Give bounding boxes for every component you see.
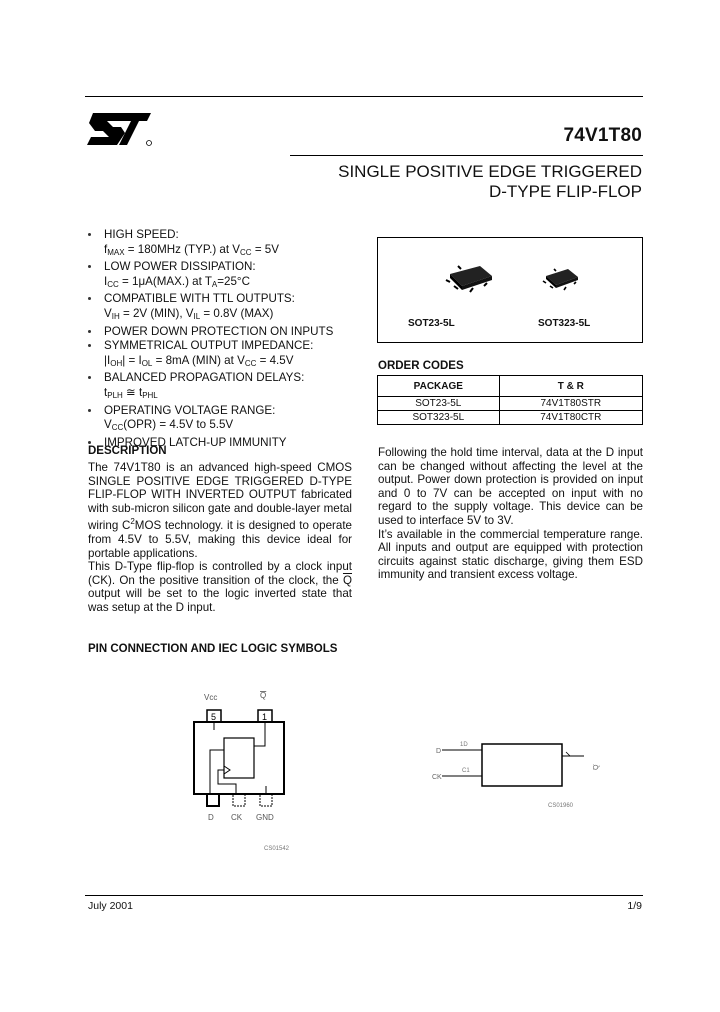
subscript: CC [107,279,119,289]
description-paragraph-3: Following the hold time interval, data at the D input can be changed without affecting the level at the output. Power down protection is provided on input and 0 to 7V can be accepted on input with no regard to the supply voltage. This device can be used to interface 5V to 3V. [378,446,643,527]
feature-heading: COMPATIBLE WITH TTL OUTPUTS: [104,292,295,306]
pin-connection-diagram [180,680,640,860]
table-row [378,411,643,425]
d-pin-label: D [208,813,214,822]
diagram-code-2: CS01960 [548,803,574,809]
title-line-2: D-TYPE FLIP-FLOP [488,182,642,201]
text-span: = 1μA(MAX.) at T [118,274,212,288]
subscript: MAX [107,247,125,257]
inversion-flag-icon [566,752,570,756]
document-title [338,162,642,202]
sot23-chip-icon [440,260,500,300]
sot323-chip-icon [538,264,588,298]
table-row [378,397,643,411]
feature-heading: LOW POWER DISSIPATION: [104,260,256,274]
superscript: 2 [130,517,135,527]
text-span: = 2V (MIN), V [119,306,194,320]
text-span: MOS technology. it is designed to operate from 4.5V to 5.5V, making this device ideal for portable applications. [88,519,352,560]
pin-1-number: 1 [262,712,268,722]
feature-item [88,404,363,436]
text-span: The 74V1T80 is an advanced high-speed CMOS SINGLE POSITIVE EDGE TRIGGERED D-TYPE FLIP-FLOP WITH INVERTED OUTPUT fabricated with sub-micron silicon gate and double-layer metal wiring C [88,461,352,533]
text-span: f [104,242,108,256]
diagram-code-1: CS01542 [264,846,290,852]
pin-3-box [233,794,245,806]
text-span: I [104,274,108,288]
table-header-row [378,376,643,397]
subscript: CC [111,423,124,433]
subscript: CC [240,247,252,257]
order-codes-table [377,375,643,425]
st-logo [85,105,155,150]
iec-input-1-label: 1D [460,742,468,748]
qbar-label: Q [260,691,267,700]
text-span: = 4.5V [256,353,294,367]
table-cell: 74V1T80CTR [499,411,642,425]
table-cell: 74V1T80STR [499,397,642,411]
iec-ck-label: CK [432,774,442,781]
iec-q-label: Q [593,764,600,770]
bullet-icon [88,265,91,268]
feature-heading: BALANCED PROPAGATION DELAYS: [104,371,305,385]
feature-item [88,325,363,340]
subscript: PLH [107,390,123,400]
ck-input-wire [218,770,236,794]
bullet-icon [88,409,91,412]
package-label-sot323: SOT323-5L [538,318,591,329]
text-span: ≅ t [122,385,143,399]
clock-triangle-icon [224,766,230,774]
text-span: (OPR) = 4.5V to 5.5V [123,418,234,432]
column-header-tr: T & R [499,376,642,397]
description-paragraph-4: It’s available in the commercial temperature range. All inputs and output are equipped with protection circuits against static discharge, giving them ESD immunity and transient excess voltage. [378,527,643,582]
feature-item [88,339,363,371]
feature-detail [104,418,363,436]
feature-item [88,292,363,324]
vcc-label: Vcc [204,693,218,702]
feature-detail [104,275,363,293]
feature-detail [104,386,363,404]
order-codes-title: ORDER CODES [378,360,464,372]
feature-detail [104,307,363,325]
subscript: IL [193,311,201,321]
feature-heading: IMPROVED LATCH-UP IMMUNITY [104,435,287,449]
pin-4-box [260,794,272,806]
bullet-icon [88,344,91,347]
iec-block [482,744,562,786]
subscript: PHL [142,390,158,400]
footer-rule [85,895,643,896]
description-title: DESCRIPTION [88,445,167,457]
description-right-column [378,446,643,582]
subscript: CC [244,358,257,368]
text-span: V [104,418,112,432]
feature-item [88,228,363,260]
feature-item [88,260,363,292]
text-span: V [104,306,112,320]
subscript: A [211,279,218,289]
feature-heading: POWER DOWN PROTECTION ON INPUTS [104,324,334,338]
part-number: 74V1T80 [563,125,642,146]
text-span: =25°C [217,274,250,288]
pin-5-number: 5 [211,712,217,722]
text-span: This D-Type flip-flop is controlled by a clock input (CK). On the positive transition of the clock, the [88,560,352,587]
title-rule [290,155,643,156]
text-span: output will be set to the logic inverted state that was setup at the D input. [88,587,352,614]
feature-item [88,371,363,403]
text-span: |I [104,353,111,367]
package-box [377,237,643,343]
gnd-pin-label: GND [256,813,274,822]
footer-date: July 2001 [88,900,133,912]
bullet-icon [88,376,91,379]
feature-detail [104,354,363,372]
text-span: = 5V [251,242,279,256]
footer-page-number: 1/9 [627,900,642,912]
text-span: t [104,385,108,399]
text-span: | = I [122,353,142,367]
top-rule [85,96,643,97]
package-body [194,722,284,794]
subscript: IH [111,311,120,321]
text-span: = 8mA (MIN) at V [152,353,245,367]
subscript: OH [110,358,123,368]
iec-input-2-label: C1 [462,768,470,774]
bullet-icon [88,297,91,300]
q-output-wire [254,722,265,746]
text-span: = 0.8V (MAX) [200,306,274,320]
column-header-package: PACKAGE [378,376,500,397]
text-span: = 180MHz (TYP.) at V [124,242,241,256]
flip-flop-block [224,738,254,778]
d-input-wire [210,750,224,794]
table-cell: SOT23-5L [378,397,500,411]
description-paragraph-1 [88,461,352,560]
bullet-icon [88,330,91,333]
feature-heading: SYMMETRICAL OUTPUT IMPEDANCE: [104,339,314,353]
subscript: OL [141,358,153,368]
package-label-sot23: SOT23-5L [408,318,455,329]
bullet-icon [88,441,91,444]
title-line-1: SINGLE POSITIVE EDGE TRIGGERED [338,162,642,181]
q-bar-text: $\overline{Q}$ [342,573,352,587]
description-left-column [88,461,352,615]
feature-detail [104,243,363,261]
ck-pin-label: CK [231,813,243,822]
iec-d-label: D [436,748,442,755]
description-paragraph-2 [88,560,352,614]
feature-heading: HIGH SPEED: [104,228,179,241]
pin-2-box [207,794,219,806]
bullet-icon [88,233,91,236]
feature-heading: OPERATING VOLTAGE RANGE: [104,403,276,417]
pin-section-title: PIN CONNECTION AND IEC LOGIC SYMBOLS [88,643,338,655]
table-cell: SOT323-5L [378,411,500,425]
feature-list [88,228,363,450]
